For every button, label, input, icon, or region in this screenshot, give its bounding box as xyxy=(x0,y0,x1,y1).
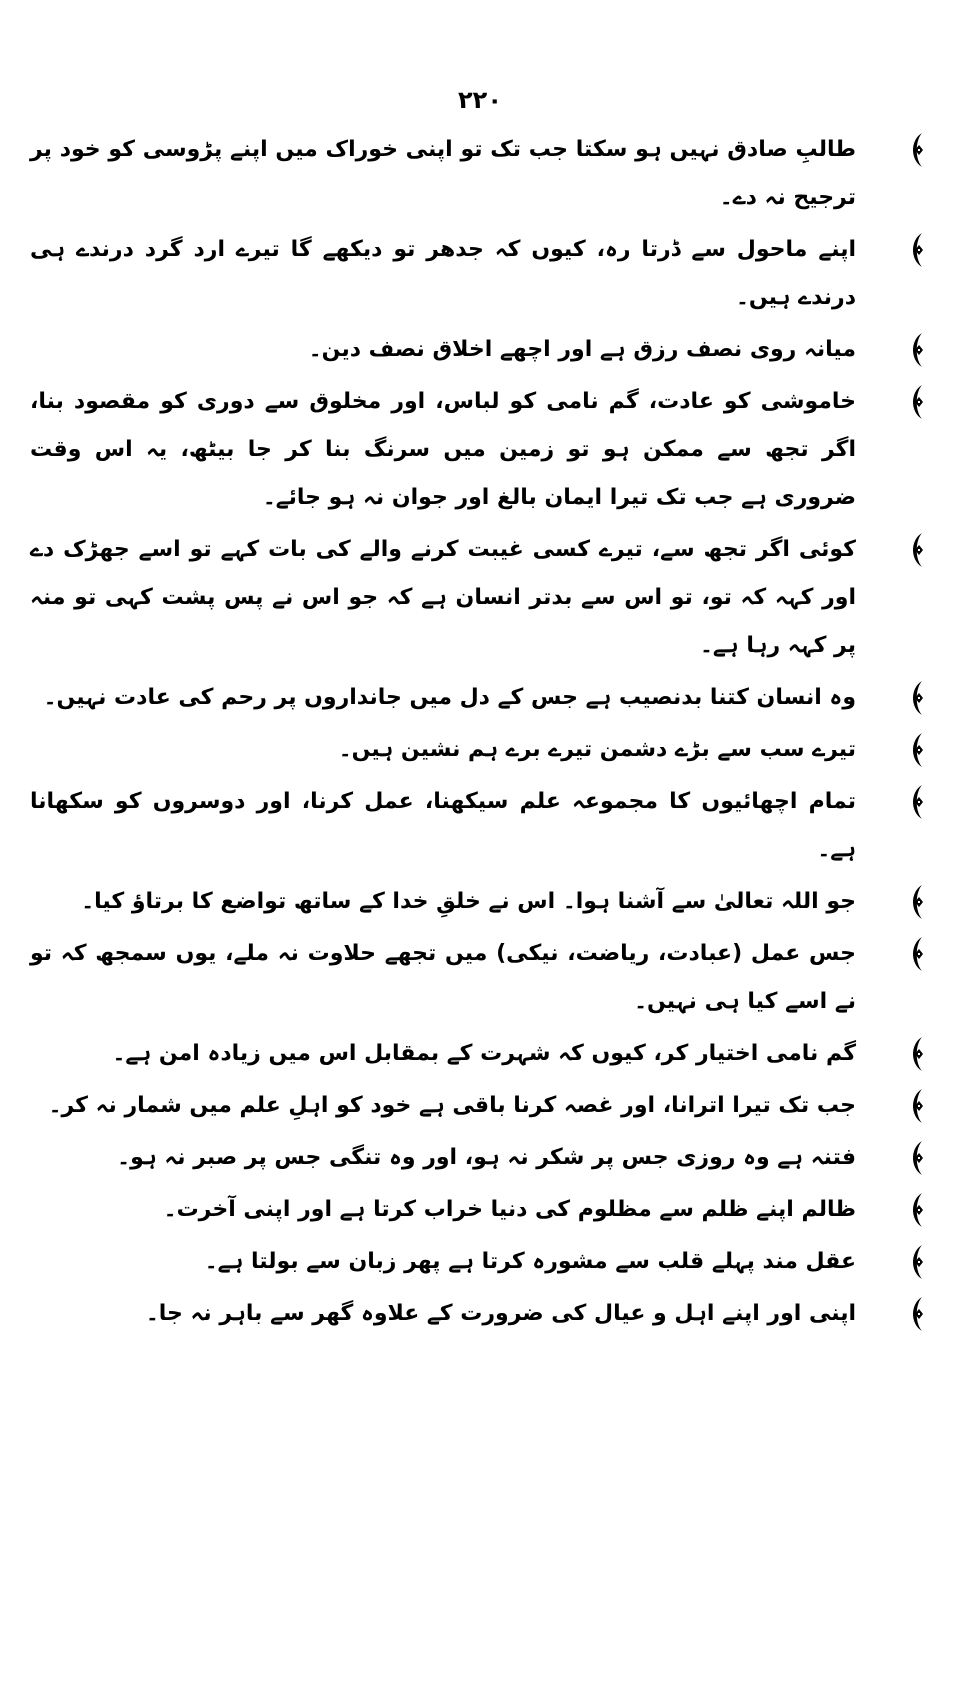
item-text xyxy=(30,226,856,322)
list-item xyxy=(30,1030,930,1078)
list-item xyxy=(30,378,930,522)
crescent-ornament-icon xyxy=(904,332,930,368)
text-line: تیرے سب سے بڑے دشمن تیرے برے ہم نشین ہیں۔ xyxy=(338,737,856,762)
page-number: ۲۲۰ xyxy=(458,86,502,114)
item-text xyxy=(30,326,856,374)
item-text xyxy=(30,878,856,926)
crescent-ornament-icon xyxy=(904,936,930,972)
crescent-ornament-icon xyxy=(904,1296,930,1332)
crescent-ornament-icon xyxy=(904,1192,930,1228)
text-line: جس عمل (عبادت، ریاضت، نیکی) میں تجھے حلاوت نہ ملے، یوں سمجھ کہ تو نے xyxy=(30,941,856,1014)
text-line: ہو تو زمین میں سرنگ بنا کر جا بیٹھ، یہ اس وقت ضروری ہے جب تک تیرا ایمان xyxy=(30,437,856,510)
crescent-ornament-icon xyxy=(904,884,930,920)
item-text xyxy=(30,126,856,222)
crescent-ornament-icon xyxy=(904,132,930,168)
item-text xyxy=(30,526,856,670)
item-text xyxy=(30,1238,856,1286)
text-line: ظالم اپنے ظلم سے مظلوم کی دنیا خراب کرتا ہے اور اپنی آخرت۔ xyxy=(163,1197,856,1222)
list-item xyxy=(30,930,930,1026)
list-item xyxy=(30,126,930,222)
text-line: اسے کیا ہی نہیں۔ xyxy=(634,989,828,1014)
text-line: دے۔ xyxy=(719,185,757,210)
item-text xyxy=(30,1186,856,1234)
text-line: عقل مند پہلے قلب سے مشورہ کرتا ہے پھر زبان سے بولتا ہے۔ xyxy=(204,1249,856,1274)
crescent-ornament-icon xyxy=(904,1244,930,1280)
text-line: جو اللہ تعالیٰ سے آشنا ہوا۔ اس نے خلقِ خدا کے ساتھ تواضع کا برتاؤ کیا۔ xyxy=(81,889,856,914)
item-text xyxy=(30,1030,856,1078)
list-item xyxy=(30,674,930,722)
text-line: میانہ روی نصف رزق ہے اور اچھے اخلاق نصف دین۔ xyxy=(308,337,856,362)
list-item xyxy=(30,1186,930,1234)
text-line: تمام اچھائیوں کا مجموعہ علم سیکھنا، عمل کرنا، اور دوسروں کو سکھانا ہے۔ xyxy=(30,789,856,862)
item-text xyxy=(30,1082,856,1130)
crescent-ornament-icon xyxy=(904,1036,930,1072)
item-text xyxy=(30,378,856,522)
crescent-ornament-icon xyxy=(904,232,930,268)
text-line: کوئی اگر تجھ سے، تیرے کسی غیبت کرنے والے کی بات کہے تو اسے جھڑک xyxy=(63,537,856,562)
crescent-ornament-icon xyxy=(904,1088,930,1124)
item-text xyxy=(30,726,856,774)
list-item xyxy=(30,1290,930,1338)
text-line: جب تک تیرا اترانا، اور غصہ کرنا باقی ہے خود کو اہلِ علم میں شمار نہ کر۔ xyxy=(48,1093,856,1118)
text-line: درندے ہیں۔ xyxy=(735,285,856,310)
crescent-ornament-icon xyxy=(904,1140,930,1176)
list-item xyxy=(30,1238,930,1286)
list-item xyxy=(30,1134,930,1182)
list-item xyxy=(30,778,930,874)
list-item xyxy=(30,326,930,374)
crescent-ornament-icon xyxy=(904,732,930,768)
item-text xyxy=(30,674,856,722)
text-line: گم نامی اختیار کر، کیوں کہ شہرت کے بمقابل اس میں زیادہ امن ہے۔ xyxy=(112,1041,856,1066)
text-line: کہہ رہا ہے۔ xyxy=(699,633,827,658)
item-text xyxy=(30,778,856,874)
text-line: دے اور کہہ کہ تو، تو اس سے بدتر انسان ہے کہ جو اس نے پس پشت کہی تو منہ پر xyxy=(30,537,856,658)
text-line: طالبِ صادق نہیں ہو سکتا جب تک تو اپنی خوراک میں اپنے پڑوسی کو خود پر ترجیح نہ xyxy=(30,137,856,210)
text-line: وہ انسان کتنا بدنصیب ہے جس کے دل میں جانداروں پر رحم کی عادت نہیں۔ xyxy=(43,685,856,710)
list-item xyxy=(30,226,930,322)
list-item xyxy=(30,526,930,670)
text-line: فتنہ ہے وہ روزی جس پر شکر نہ ہو، اور وہ تنگی جس پر صبر نہ ہو۔ xyxy=(117,1145,856,1170)
list-item xyxy=(30,726,930,774)
item-text xyxy=(30,930,856,1026)
crescent-ornament-icon xyxy=(904,680,930,716)
crescent-ornament-icon xyxy=(904,784,930,820)
text-line: بالغ اور جوان نہ ہو جائے۔ xyxy=(262,485,537,510)
text-line: اپنے ماحول سے ڈرتا رہ، کیوں کہ جدھر تو دیکھے گا تیرے ارد گرد درندے ہی xyxy=(30,237,857,262)
text-line: اپنی اور اپنے اہل و عیال کی ضرورت کے علاوہ گھر سے باہر نہ جا۔ xyxy=(145,1301,856,1326)
crescent-ornament-icon xyxy=(904,532,930,568)
item-text xyxy=(30,1134,856,1182)
list-item xyxy=(30,878,930,926)
list-item xyxy=(30,1082,930,1130)
crescent-ornament-icon xyxy=(904,384,930,420)
text-line: خاموشی کو عادت، گم نامی کو لباس، اور مخلوق سے دوری کو مقصود بنا، اگر تجھ سے ممکن xyxy=(30,389,856,462)
item-text xyxy=(30,1290,856,1338)
sayings-list xyxy=(0,126,960,1338)
